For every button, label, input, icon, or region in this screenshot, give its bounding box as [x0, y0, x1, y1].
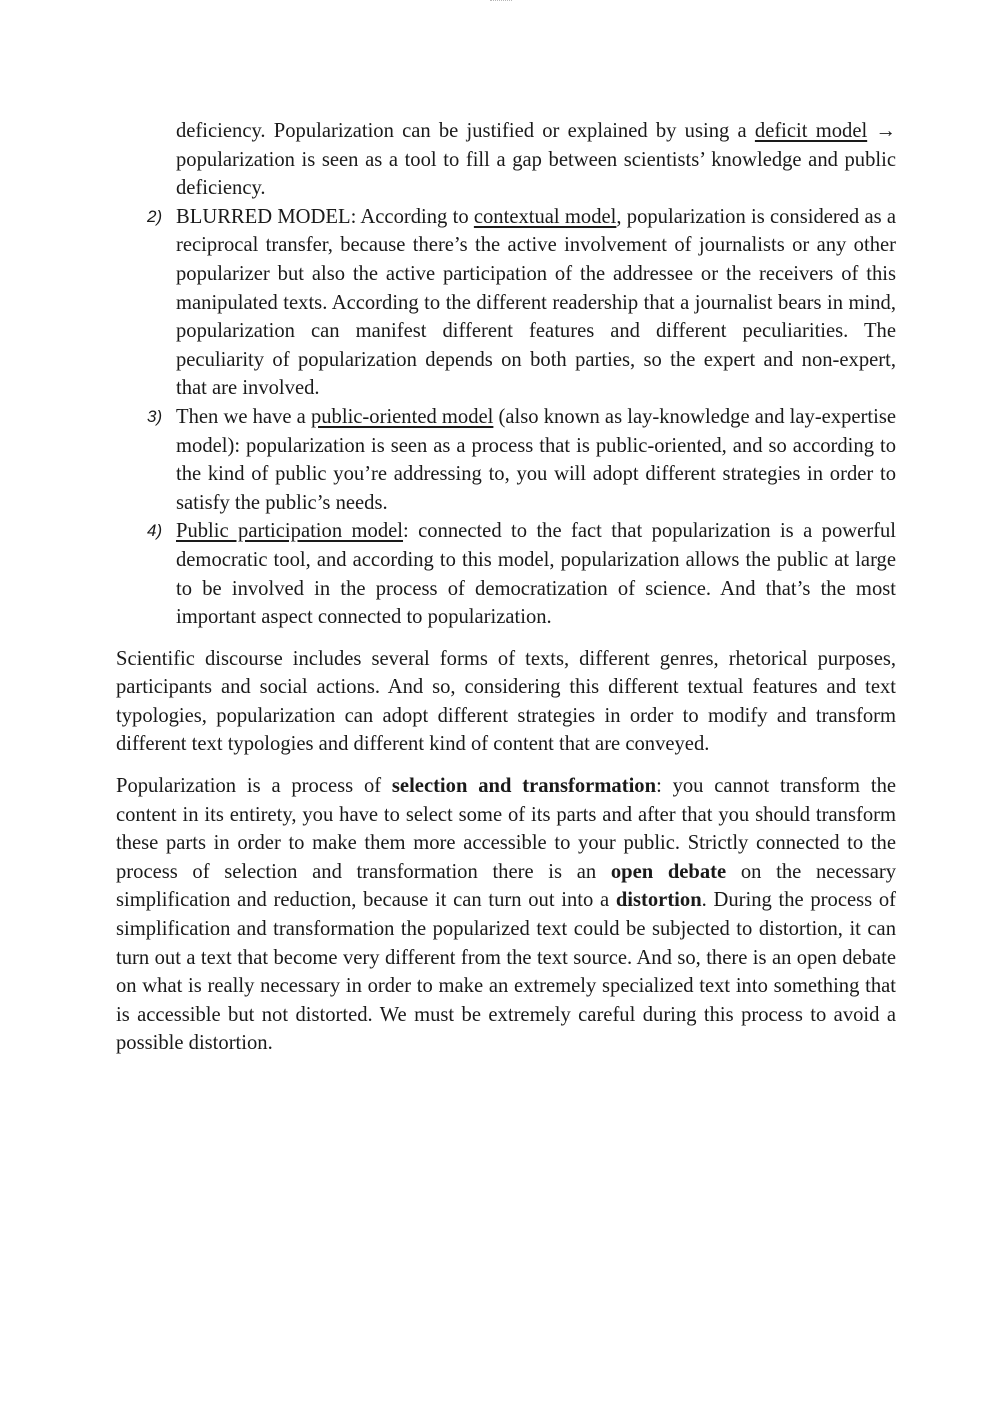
list-item-public-oriented-model — [116, 403, 896, 517]
text-run: deficiency. Popularization can be justified or explained by using a — [176, 120, 755, 142]
underlined-term-contextual-model: contextual model — [473, 205, 617, 228]
text-run: Popularization is a process of — [116, 775, 392, 798]
text-run: on the necessary simplification and reduction, because it can turn out into a — [116, 860, 896, 912]
text-run: Then we have a — [176, 405, 311, 428]
paragraph-scientific-discourse: Scientific discourse includes several forms of texts, different genres, rhetorical purposes, participants and social actions. And so, considering this different textual features and text typologies, popularization can adopt different strategies in order to modify and transform different text typologies and different kind of content that are conveyed. — [116, 647, 896, 756]
list-item-continuation — [116, 117, 896, 203]
text-run: . During the process of simplification and transformation the popularized text could be subjected to distortion, it can turn out a text that become very different from the text source. And so, there is an open debate on what is really necessary in order to make an extremely specialized text into something that is accessible but not distorted. We must be extremely careful during this process to avoid a possible distortion. — [116, 889, 896, 1055]
list-item-blurred-model — [116, 203, 896, 403]
text-run: : you cannot transform the content in its entirety, you have to select some of its parts and after that you should transform these parts in order to make them more accessible to your public. Strictly connected to the process of selection and transformation there is an — [116, 775, 897, 883]
text-run: : connected to the fact that popularization is a powerful democratic tool, and according to this model, popularization allows the public at large to be involved in the process of democratization of science. And that’s the most important aspect connected to popularization. — [176, 520, 896, 629]
bold-term-open-debate: open debate — [610, 860, 727, 883]
underlined-term-public-oriented-model: public-oriented model — [310, 405, 494, 428]
text-run: , popularization is considered as a reciprocal transfer, because there’s the active involvement of journalists or any other popularizer but also the active participation of the addressee or the receivers of this manipulated texts. According to the different readership that a journalist bears in mind, popularization can manifest different features and different peculiarities. The peculiarity of popularization depends on both parties, so the expert and non-expert, that are involved. — [176, 205, 896, 400]
page-header-mark — [490, 0, 512, 3]
paragraph-selection-transformation — [116, 772, 896, 1058]
underlined-term-public-participation-model: Public participation model — [176, 520, 404, 543]
text-run: (also known as lay-knowledge and lay-expertise model): popularization is seen as a process that is public-oriented, and so according to the kind of public you’re addressing to, you will adopt different strategies in order to satisfy the public’s needs. — [176, 405, 897, 514]
text-run: → popularization is seen as a tool to fill a gap between scientists’ knowledge and public deficiency. — [176, 120, 896, 200]
list-number: 2) — [147, 206, 163, 226]
list-number: 3) — [147, 406, 163, 426]
underlined-term-deficit-model: deficit model — [754, 120, 868, 142]
list-number: 4) — [147, 521, 163, 541]
bold-term-selection-transformation: selection and transformation — [391, 775, 657, 798]
document-body — [116, 117, 896, 1058]
text-run: BLURRED MODEL: According to — [176, 205, 474, 228]
bold-term-distortion: distortion — [615, 889, 702, 912]
list-item-public-participation-model — [116, 517, 896, 631]
